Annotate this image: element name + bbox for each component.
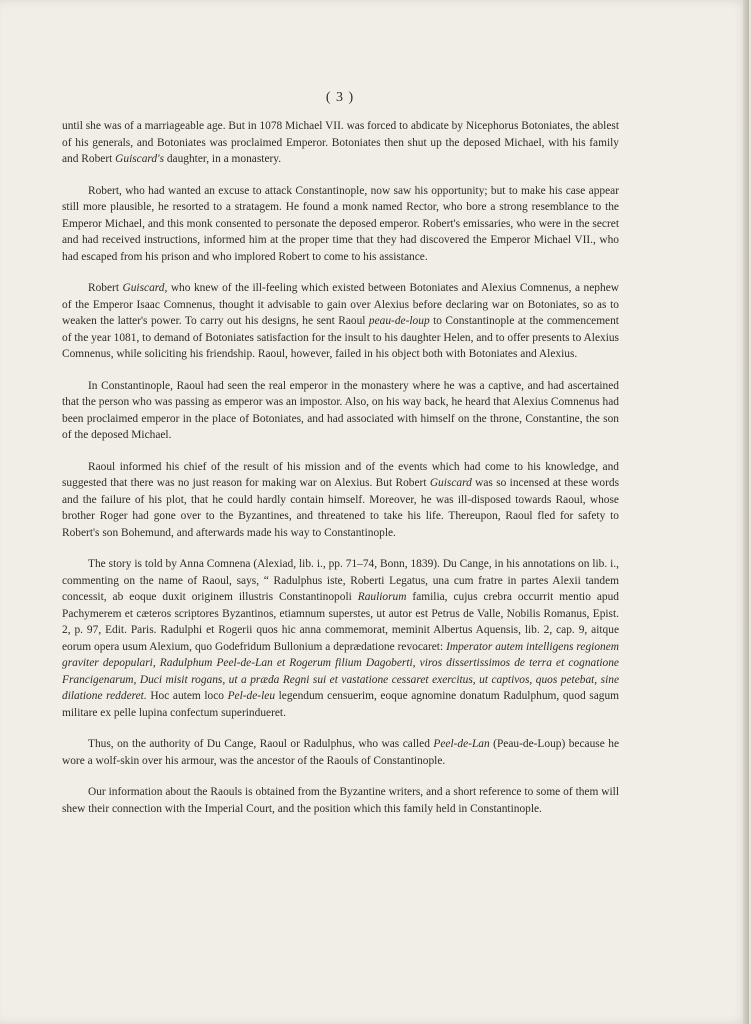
paragraph [62, 280, 619, 363]
italic-text: Guiscard's [115, 153, 164, 165]
text-run: was so incensed at these words and the failure of his plot, that he could hardly contain himself. Moreover, he was ill-disposed towards Raoul, whose brother Roger had gone over to the Byzantines, and threatened to take his life. Thereupon, Raoul fled for safety to Robert's son Bohemund, and afterwards made his way to Constantinople. [62, 477, 620, 539]
text-run: until she was of a marriageable age. But in 1078 Michael VII. was forced to abdicate by Nicephorus Botoniates, the ablest of his generals, and Botoniates was proclaimed Emperor. Botoniates then shut up the deposed Michael, with his family and Robert [62, 120, 619, 165]
paragraph [62, 459, 619, 542]
italic-text: Pel-de-leu [227, 690, 276, 702]
text-run: familia, cujus crebra occurrit mentio apud Pachymerem et cæteros scriptores Byzantinos, etiamnum superstes, ut autor est Petrus de Valle, Nobilis Romanus, Epist. 2, p. 97, Edit. Paris. Radulphi et Rogerii quos hic anna commemorat, meminit Albertus Aquensis, lib. 2, cap. 9, aitque eorum opera usum Alexium, quo Godefridum Bullonium a deprædatione revocaret: [62, 591, 619, 653]
paragraph [62, 784, 619, 817]
text-run: Raoul informed his chief of the result of his mission and of the events which had come to his knowledge, and suggested that there was no just reason for making war on Alexius. But Robert [62, 460, 619, 489]
page-edge [743, 0, 749, 1024]
italic-text: Guiscard, [122, 282, 168, 294]
text-run: legendum censuerim, eoque agnomine donatum Radulphum, quod sagum militare ex pelle lupina confectum superindueret. [62, 690, 619, 719]
italic-text: Peel-de-Lan [433, 738, 490, 750]
italic-text: Guiscard [429, 477, 472, 489]
text-run: to Constantinople at the commencement of the year 1081, to demand of Botoniates satisfaction for the insult to his daughter Helen, and to offer presents to Alexius Comnenus, while soliciting his friendship. Raoul, however, failed in his object both with Botoniates and Alexius. [62, 315, 619, 360]
text-run: In Constantinople, Raoul had seen the real emperor in the monastery where he was a captive, and had ascertained that the person who was passing as emperor was an impostor. Also, on his way back, he heard that Alexius Comnenus had been proclaimed emperor in the place of Botoniates, and had associated with himself on the throne, Constantine, the son of the deposed Michael. [62, 379, 619, 441]
text-run: Thus, on the authority of Du Cange, Raoul or Radulphus, who was called [88, 738, 434, 750]
page-body [62, 118, 619, 817]
text-run: The story is told by Anna Comnena (Alexiad, lib. i., pp. 71–74, Bonn, 1839). Du Cange, in his annotations on lib. i., commenting on the name of Raoul, says, “ Radulphus iste, Roberti Legatus, una cum fratre in partes Alexii tandem concessit, ab eoque duxit originem illustris Constantinopoli [62, 558, 619, 603]
paragraph [62, 556, 619, 721]
paragraph [62, 378, 619, 444]
paragraph [62, 183, 619, 266]
text-run: Hoc autem loco [146, 690, 228, 702]
page-number: ( 3 ) [325, 90, 355, 105]
italic-text: Imperator autem intelligens regionem graviter depopulari, Radulphum Peel-de-Lan et Rogerum filium Dagoberti, viros dissertissimos de terra et cognatione Francigenarum, Duci misit rogans, ut a præda Regni sui et vastatione cessaret exercitus, ut captivos, quos petebat, sine dilatione redderet. [62, 640, 619, 702]
paragraph [62, 118, 619, 168]
italic-text: peau-de-loup [368, 315, 430, 327]
paragraph [62, 736, 619, 769]
text-run: Robert, who had wanted an excuse to attack Constantinople, now saw his opportunity; but to make his case appear still more plausible, he resorted to a stratagem. He found a monk named Rector, who bore a strong resemblance to the Emperor Michael, and this monk consented to personate the deposed emperor. Robert's emissaries, who were in the secret and had received instructions, informed him at the proper time that they had discovered the Emperor Michael VII., who had escaped from his prison and who implored Robert to come to his assistance. [62, 184, 619, 263]
text-run: Robert [88, 282, 123, 294]
text-run: who knew of the ill-feeling which existed between Botoniates and Alexius Comnenus, a nephew of the Emperor Isaac Comnenus, thought it advisable to gain over Alexius before declaring war on Botoniates, so as to weaken the latter's power. To carry out his designs, he sent Raoul [62, 282, 619, 327]
text-run: Our information about the Raouls is obtained from the Byzantine writers, and a short reference to some of them will shew their connection with the Imperial Court, and the position which this family held in Constantinople. [62, 786, 619, 815]
italic-text: Rauliorum [357, 591, 407, 603]
text-run: (Peau-de-Loup) because he wore a wolf-skin over his armour, was the ancestor of the Raouls of Constantinople. [62, 738, 619, 767]
text-run: daughter, in a monastery. [164, 153, 282, 165]
